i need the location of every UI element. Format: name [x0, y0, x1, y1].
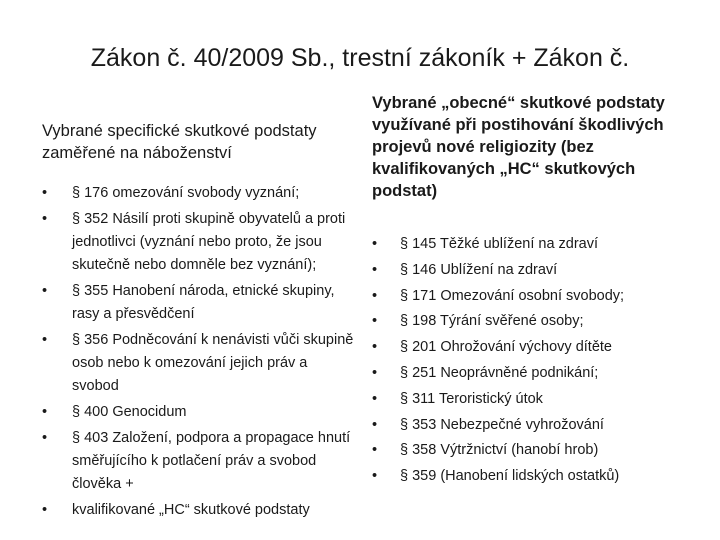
- bullet-icon: •: [372, 468, 378, 485]
- list-item: [42, 427, 357, 496]
- left-column: [42, 120, 357, 525]
- bullet-icon: •: [42, 502, 48, 518]
- list-item: [372, 234, 672, 255]
- bullet-icon: •: [372, 416, 378, 433]
- right-heading: Vybrané „obecné“ skutkové podstaty využívané při postihování škodlivých projevů nové religiozity (bez kvalifikovaných „HC“ skutkových podstat): [372, 94, 665, 200]
- list-item: [372, 466, 672, 487]
- list-item-text: § 146 Ublížení na zdraví: [400, 261, 558, 278]
- bullet-icon: •: [372, 236, 378, 252]
- list-item: [372, 260, 672, 281]
- list-item: [372, 311, 672, 332]
- bullet-icon: •: [372, 364, 378, 381]
- list-item-text: § 201 Ohrožování výchovy dítěte: [400, 339, 612, 356]
- list-item: [42, 280, 357, 326]
- list-item-text: § 359 (Hanobení lidských ostatků): [400, 468, 620, 485]
- list-item: [42, 182, 357, 205]
- bullet-icon: •: [372, 287, 378, 304]
- list-item: [372, 363, 672, 384]
- bullet-icon: •: [372, 442, 378, 459]
- list-item: [372, 389, 672, 410]
- bullet-icon: •: [42, 211, 48, 227]
- right-column: [372, 92, 672, 492]
- list-item-text: § 356 Podněcování k nenávisti vůči skupině osob nebo k omezování jejich práv a svobod: [72, 332, 354, 394]
- list-item: [372, 337, 672, 358]
- list-item-text: § 352 Násilí proti skupině obyvatelů a proti jednotlivci (vyznání nebo proto, že jsou skutečně nebo domněle bez vyznání);: [72, 211, 346, 273]
- list-item-text: § 355 Hanobení národa, etnické skupiny, rasy a přesvědčení: [72, 283, 335, 322]
- list-item: [42, 401, 357, 424]
- list-item-text: § 353 Nebezpečné vyhrožování: [400, 416, 604, 433]
- bullet-icon: •: [372, 390, 378, 407]
- bullet-icon: •: [42, 332, 48, 348]
- list-item-text: § 403 Založení, podpora a propagace hnutí směřujícího k potlačení práv a svobod člověka +: [72, 430, 351, 492]
- list-item-text: § 311 Teroristický útok: [400, 390, 543, 407]
- list-item: [372, 415, 672, 436]
- list-item: [42, 208, 357, 277]
- list-item: [372, 286, 672, 307]
- slide-title: Zákon č. 40/2009 Sb., trestní zákoník + Zákon č.: [90, 44, 630, 72]
- list-item: [42, 329, 357, 398]
- list-item-text: § 145 Těžké ublížení na zdraví: [400, 236, 599, 252]
- list-item-text: § 400 Genocidum: [72, 404, 187, 420]
- list-item-text: kvalifikované „HC“ skutkové podstaty: [72, 502, 310, 518]
- list-item: [372, 440, 672, 461]
- list-item-text: § 176 omezování svobody vyznání;: [72, 185, 300, 201]
- list-item-text: § 198 Týrání svěřené osoby;: [400, 313, 584, 330]
- bullet-icon: •: [42, 283, 48, 299]
- list-item-text: § 358 Výtržnictví (hanobí hrob): [400, 442, 599, 459]
- bullet-icon: •: [42, 430, 48, 446]
- list-item-text: § 171 Omezování osobní svobody;: [400, 287, 625, 304]
- bullet-icon: •: [372, 313, 378, 330]
- list-item-text: § 251 Neoprávněné podnikání;: [400, 364, 599, 381]
- bullet-icon: •: [372, 339, 378, 356]
- left-heading: Vybrané specifické skutkové podstaty zaměřené na náboženství: [42, 122, 317, 162]
- bullet-icon: •: [42, 404, 48, 420]
- bullet-icon: •: [42, 185, 48, 201]
- bullet-icon: •: [372, 261, 378, 278]
- list-item: [42, 499, 357, 522]
- right-list: [372, 234, 672, 487]
- left-list: [42, 182, 357, 522]
